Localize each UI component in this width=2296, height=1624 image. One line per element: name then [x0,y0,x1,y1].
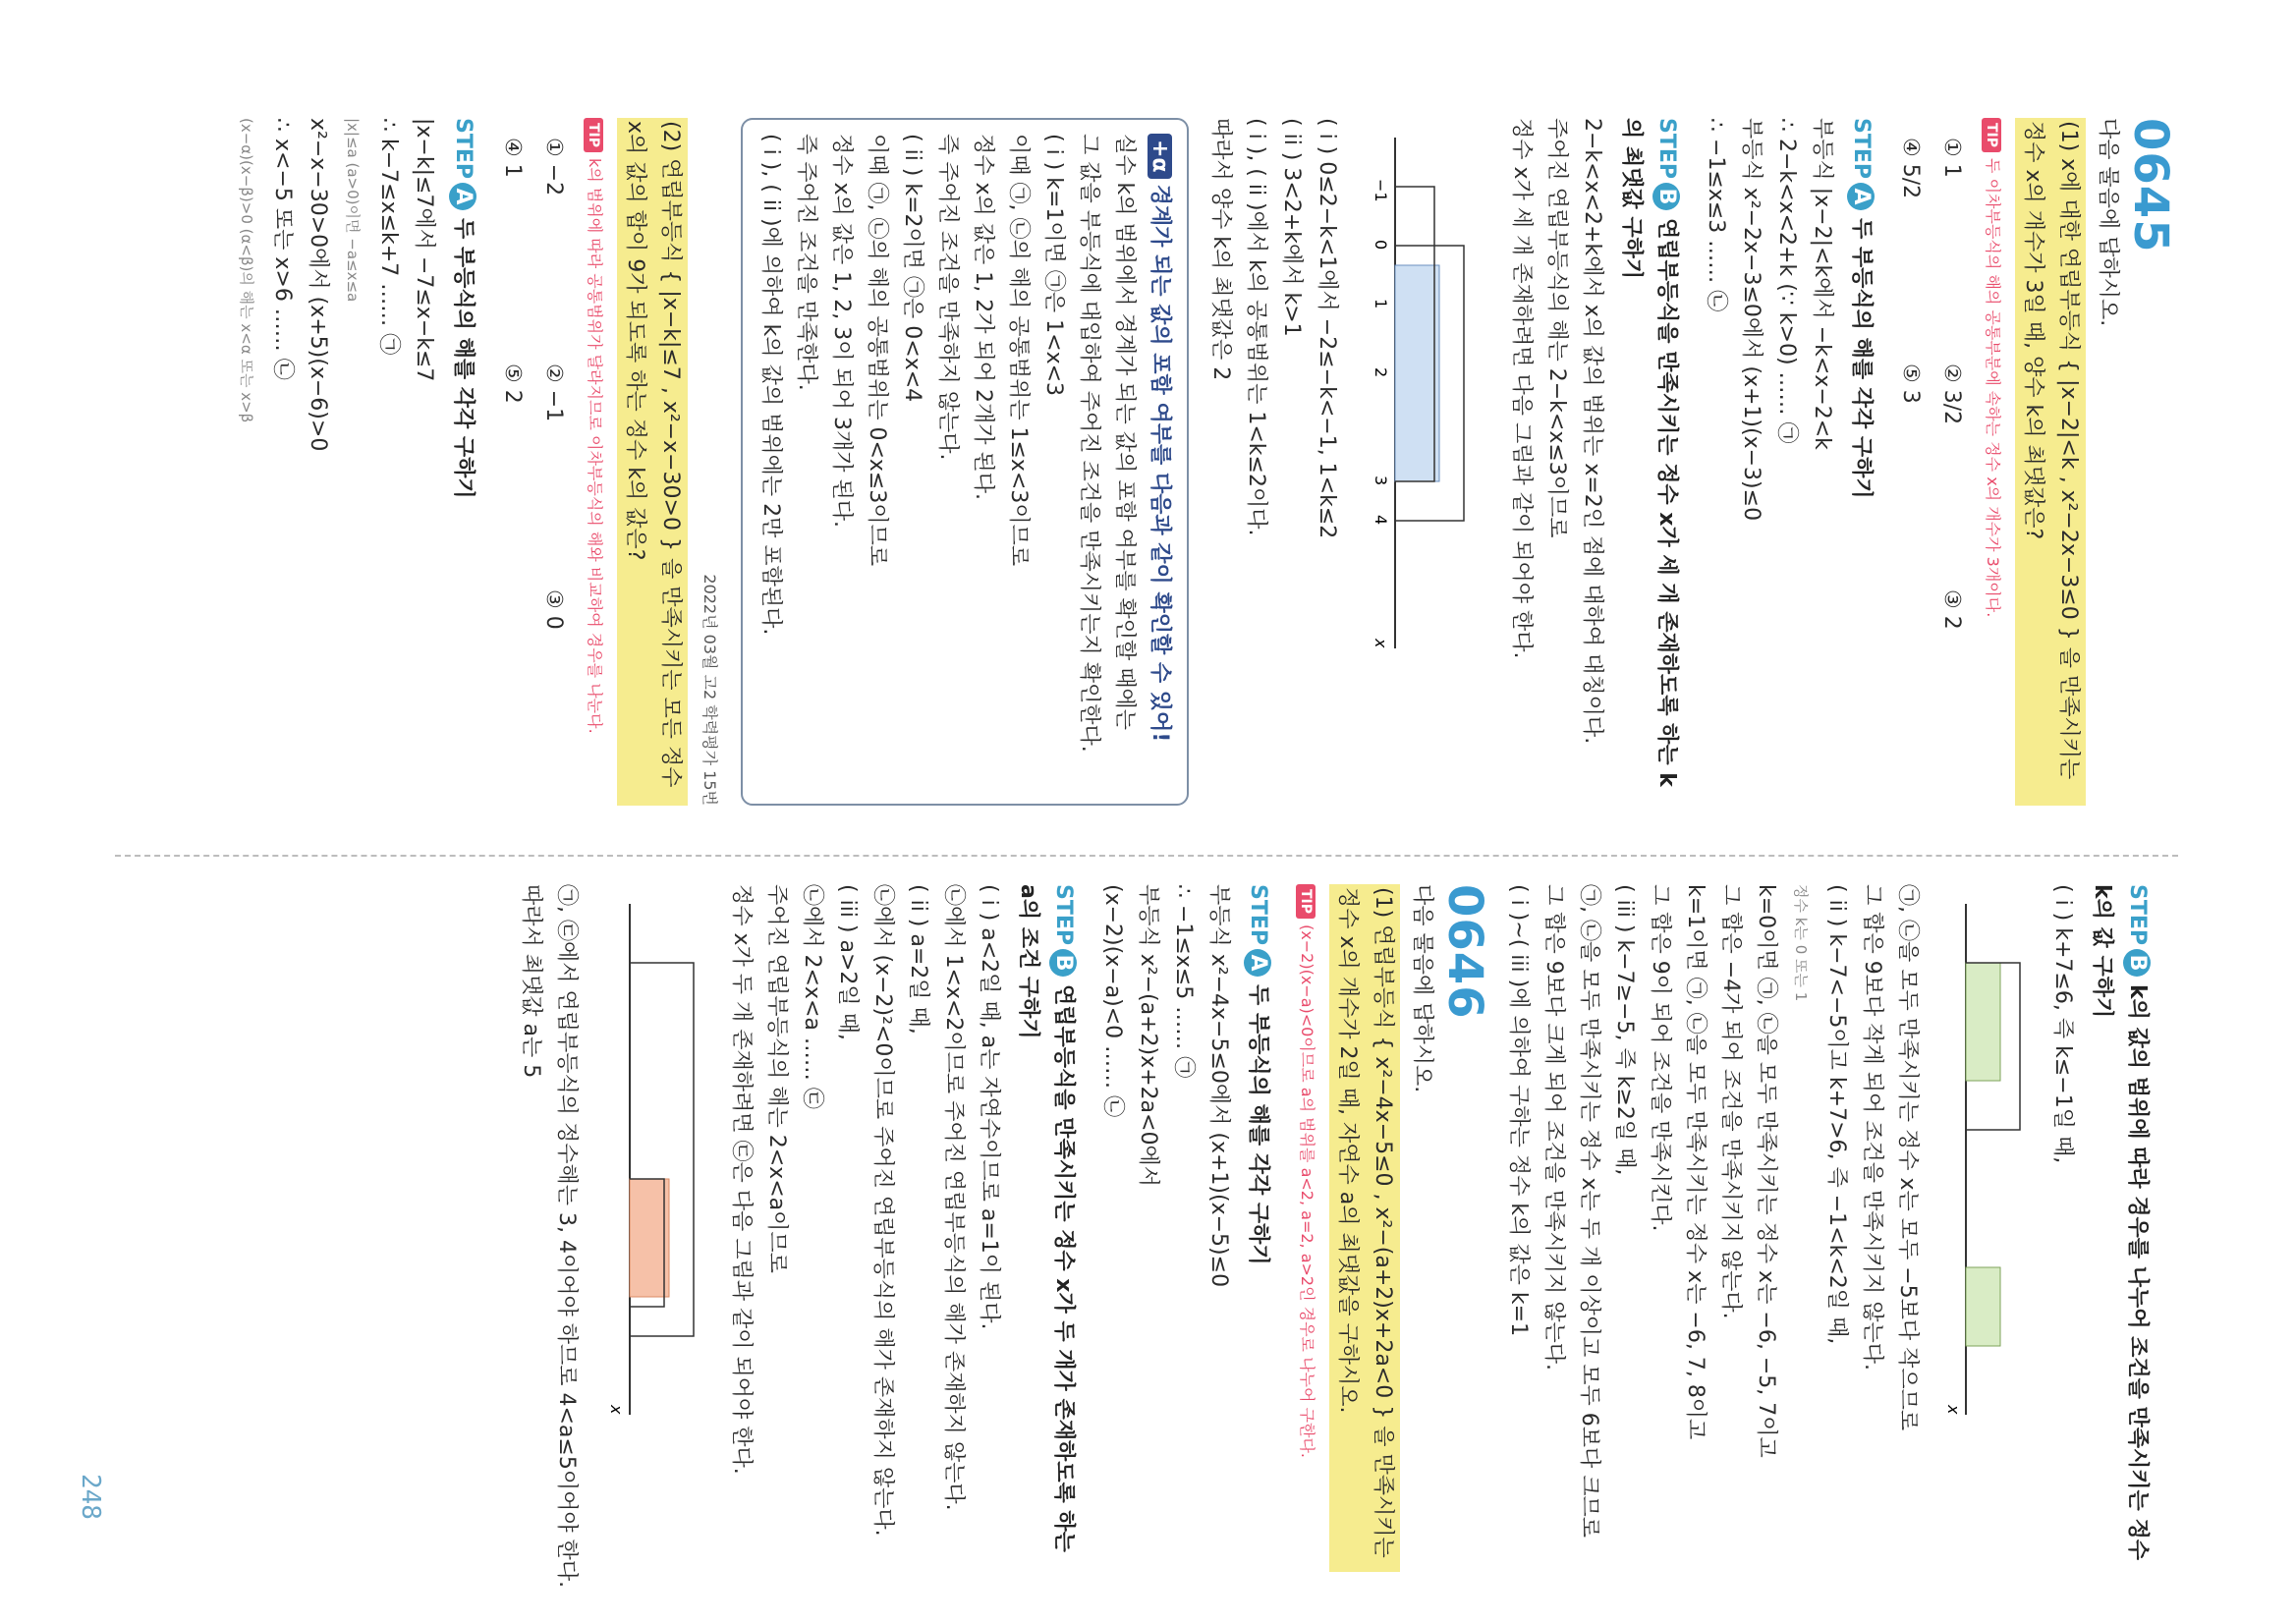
solution-line: ( i )~( iii )에 의하여 구하는 정수 k의 값은 k=1 [1506,884,1531,1337]
info-line: 즉 주어진 조건을 만족한다. [794,134,818,391]
info-line: 정수 x의 값은 1, 2가 되어 2개가 된다. [971,134,995,500]
step-b-heading: STEPB연립부등식을 만족시키는 정수 x가 세 개 존재하도록 하는 k의 최댓값 구하기 [1619,118,1679,787]
axis-label: x [1944,1405,1963,1415]
number-line-diagram [1946,884,2035,1434]
solution-line: 정수 x가 세 개 존재하려면 다음 그림과 같이 되어야 한다. [1509,118,1534,659]
solution-line: ( i ) a<2일 때, a는 자연수이므로 a=1이 된다. [977,884,1001,1330]
choice-1: ① 1 [1939,138,1964,178]
page-number: 248 [76,1474,105,1520]
problem-number: 0645 [2123,118,2178,253]
solution-line: ∴ k−7≤x≤k+7 …… ㉠ [376,118,401,356]
info-box [741,118,1189,806]
solution-line: ∴ 2−k<x<2+k (∵ k>0) …… ㉠ [1774,118,1799,444]
solution-line: 그 합은 9이 되어 조건을 만족시킨다. [1648,884,1672,1232]
problem-prompt: 다음 물음에 답하시오. [2096,118,2120,327]
source-citation: 2022년 03월 고2 학력평가 15번 [700,574,719,806]
solution-line: ㉠, ㉡을 모두 만족시키는 정수 x는 두 개 이상이고 모두 6보다 크므로 [1577,884,1601,1538]
solution-line: x²−x−30>0에서 (x+5)(x−6)>0 [306,118,330,452]
info-line: ( i ), ( ii )에 의하여 k의 값의 범위에는 2만 포함된다. [758,134,783,636]
info-line: 실수 k의 범위에서 경계가 되는 값의 포함 여부를 확인할 때에는 [1112,134,1137,730]
axis-label: x [1372,639,1390,648]
info-line: ( ii ) k=2이면 ㉠은 0<x<4 [900,134,924,403]
solution-line: ㉠, ㉡을 모두 만족시키는 정수 x는 모두 −5보다 작으므로 [1895,884,1920,1431]
problem-number: 0646 [1437,884,1492,1020]
solution-line: 그 합은 9보다 크게 되어 조건을 만족시키지 않는다. [1541,884,1566,1371]
solution-line: 따라서 최댓값 a는 5 [519,884,543,1079]
solution-line: 2−k<x<2+k에서 x의 값의 범위는 x=2인 점에 대하여 대칭이다. [1580,118,1604,745]
problem-0645 [229,118,2178,806]
solution-line: 주어진 연립부등식의 해는 2<x<a이므로 [764,884,789,1273]
solution-line: ( i ) k+7≤6, 즉 k≤−1일 때, [2050,884,2075,1164]
solution-line: 부등식 x²−2x−3≤0에서 (x+1)(x−3)≤0 [1739,118,1764,522]
tick-label: 0 [1372,240,1390,251]
tip-badge: TIP [1296,884,1316,919]
step-b-heading: STEPB연립부등식을 만족시키는 정수 x가 두 개가 존재하도록 하는 a의 조건 구하기 [1016,884,1076,1552]
info-line: 정수 x의 값은 1, 2, 3이 되어 3개가 된다. [829,134,854,528]
solution-line: 따라서 양수 k의 최댓값은 2 [1208,118,1233,381]
info-line: 즉 주어진 조건을 만족하지 않는다. [935,134,960,461]
question-part-1: (1) x에 대한 연립부등식 { |x−2|<k , x²−2x−3≤0 } 을 만족시키는 정수 x의 개수가 3일 때, 양수 k의 최댓값은? [2015,118,2086,806]
number-line-diagram [1366,118,1493,668]
tick-label: 1 [1372,299,1390,309]
solution-line: ( ii ) a=2일 때, [906,884,930,1035]
info-line: 이때 ㉠, ㉡의 해의 공통범위는 1≤x<3이므로 [1006,134,1031,567]
info-box-title: +α경계가 되는 값의 포함 여부를 다음과 같이 확인할 수 있어! [1142,134,1177,790]
tip-text: 두 이차부등식의 해의 공통부분에 속하는 정수 x의 개수가 3개이다. [1984,158,2002,618]
solution-line: 그 합은 9보다 작게 되어 조건을 만족시키지 않는다. [1860,884,1884,1371]
solution-line: 정수 x가 두 개 존재하려면 ㉢은 다음 그림과 같이 되어야 한다. [729,884,754,1475]
tick-label: 3 [1372,476,1390,486]
step-a-heading: STEPA두 부등식의 해를 각각 구하기 [451,118,476,499]
step-a-heading: STEPA두 부등식의 해를 각각 구하기 [1246,884,1270,1265]
solution-line: ㉠, ㉢에서 연립부등식의 정수해는 3, 4이어야 하므로 4<a≤5이어야 한다. [554,884,579,1589]
step-b-heading: STEPBk의 값의 범위에 따라 경우를 나누어 조건을 만족시키는 정수 k의 값 구하기 [2090,884,2150,1560]
solution-line: ( ii ) 3<2+k에서 k>1 [1279,118,1304,337]
choice-1: ① −2 [541,138,566,196]
solution-line: |x−k|≤7에서 −7≤x−k≤7 [412,118,436,382]
question-part-1: (1) 연립부등식 { x²−4x−5≤0 , x²−(a+2)x+2a<0 } 을 만족시키는 정수 x의 개수가 2일 때, 자연수 a의 최댓값을 구하시오. [1329,884,1400,1572]
solution-line: ㉡에서 1<x<2이므로 주어진 연립부등식의 해가 존재하지 않는다. [941,884,966,1511]
side-note: (x−α)(x−β)>0 (α<β)의 해는 x<α 또는 x>β [238,118,255,423]
step-a-heading: STEPA두 부등식의 해를 각각 구하기 [1849,118,1874,499]
solution-line: k=1이면 ㉠, ㉡을 모두 만족시키는 정수 x는 −6, 7, 8이고 [1683,884,1708,1440]
question-part-2: (2) 연립부등식 { |x−k|≤7 , x²−x−30>0 } 을 만족시키는 모든 정수 x의 값의 합이 9가 되도록 하는 정수 k의 값은? [617,118,688,806]
solution-line: ( i ), ( ii )에서 k의 공통범위는 1<k≤2이다. [1244,118,1268,536]
solution-line: (x−2)(x−a)<0 …… ㉡ [1100,884,1125,1118]
choice-2: ② −1 [541,364,566,422]
solution-line: 그 합은 −4가 되어 조건을 만족시키지 않는다. [1718,884,1743,1319]
info-line: 그 값을 부등식에 대입하여 주어진 조건을 만족시키는지 확인한다. [1077,134,1101,753]
solution-line: ( ii ) k−7<−5이고 k+7>6, 즉 −1<k<2일 때, [1824,884,1849,1345]
solution-line: k=0이면 ㉠, ㉡을 모두 만족시키는 정수 x는 −6, −5, 7이고 [1754,884,1778,1458]
answer-choices [494,138,571,806]
solution-line: ∴ −1≤x≤3 …… ㉡ [1704,118,1728,312]
solution-line: ( iii ) k−7≥−5, 즉 k≥2일 때, [1612,884,1637,1176]
solution-line: 부등식 x²−(a+2)x+2a<0에서 [1136,884,1160,1187]
tip-text: k의 범위에 따라 공통범위가 달라지므로 이차부등식의 해와 비교하여 경우를 나눈다. [586,158,604,734]
solution-line: ∴ x<−5 또는 x>6 …… ㉡ [270,118,295,380]
tick-label: 2 [1372,367,1390,378]
choice-5: ⑤ 3 [1898,364,1923,404]
answer-choices [1892,138,1969,806]
number-line-diagram [605,884,713,1434]
solution-line: 부등식 x²−4x−5≤0에서 (x+1)(x−5)≤0 [1206,884,1231,1288]
choice-3: ③ 0 [541,589,566,630]
axis-label: x [607,1405,626,1415]
side-note: |x|≤a (a>0)이면 −a≤x≤a [344,118,362,303]
choice-5: ⑤ 2 [500,364,525,404]
solution-line: ( i ) 0≤2−k<1에서 −2≤−k<−1, 1<k≤2 [1315,118,1339,539]
column-divider [115,855,2178,857]
side-note: 정수 k는 0 또는 1 [1792,884,1810,1002]
solution-line: 부등식 |x−2|<k에서 −k<x−2<k [1810,118,1834,450]
right-column [513,884,2168,1589]
choice-4: ④ 1 [500,138,525,178]
solution-line: ㉡에서 (x−2)²<0이므로 주어진 연립부등식의 해가 존재하지 않는다. [870,884,895,1537]
solution-line: ∴ −1≤x≤5 …… ㉠ [1171,884,1196,1079]
solution-line: ( iii ) a>2일 때, [835,884,860,1040]
tip-badge: TIP [584,118,603,152]
tip-badge: TIP [1982,118,2001,152]
info-line: 이때 ㉠, ㉡의 해의 공통범위는 0<x≤3이므로 [865,134,889,567]
choice-4: ④ 5/2 [1898,138,1923,199]
problem-prompt: 다음 물음에 답하시오. [1410,884,1434,1093]
info-line: ( i ) k=1이면 ㉠은 1<x<3 [1041,134,1066,397]
solution-line: ㉡에서 2<x<a …… ㉢ [800,884,824,1109]
tick-label: −1 [1372,179,1390,202]
tick-label: 4 [1372,515,1390,526]
tip-text: (x−2)(x−a)<0이므로 a의 범위를 a<2, a=2, a>2인 경우로 나누어 구한다. [1298,924,1316,1458]
solution-line: 주어진 연립부등식의 해는 2−k<x≤3이므로 [1544,118,1569,538]
choice-2: ② 3/2 [1939,364,1964,425]
choice-3: ③ 2 [1939,589,1964,630]
